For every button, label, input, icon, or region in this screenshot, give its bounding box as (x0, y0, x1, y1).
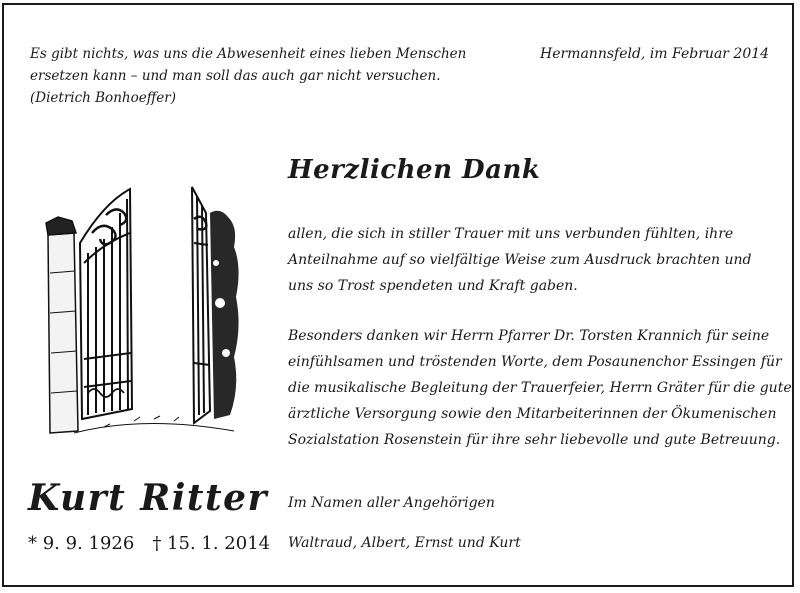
ground (74, 416, 234, 433)
paragraph-line: ärztliche Versorgung sowie den Mitarbeiterinnen der Ökumenischen (288, 406, 777, 422)
obituary-notice (2, 3, 794, 587)
signers-line: Waltraud, Albert, Ernst und Kurt (288, 535, 521, 551)
quote-line: ersetzen kann – und man soll das auch gar nicht versuchen. (30, 68, 441, 84)
paragraph-line: allen, die sich in stiller Trauer mit uns verbunden fühlten, ihre (288, 226, 734, 242)
thank-you-heading: Herzlichen Dank (288, 155, 541, 185)
paragraph-line: Sozialstation Rosenstein für ihre sehr liebevolle und gute Betreuung. (288, 432, 781, 448)
paragraph-line: Besonders danken wir Herrn Pfarrer Dr. Torsten Krannich für seine (288, 328, 770, 344)
open-garden-gate-illustration (44, 183, 240, 445)
special-thanks-paragraph (288, 323, 792, 453)
life-dates (28, 533, 270, 554)
paragraph-line: Anteilnahme auf so vielfältige Weise zum Ausdruck brachten und (288, 252, 752, 268)
quote-line: Es gibt nichts, was uns die Abwesenheit eines lieben Menschen (30, 46, 467, 62)
thanks-paragraph (288, 221, 788, 299)
right-gate-wing (192, 187, 210, 423)
stone-pillar-left (46, 217, 78, 433)
on-behalf-line: Im Namen aller Angehörigen (288, 495, 495, 511)
bonhoeffer-quote (30, 43, 500, 109)
birth-date: * 9. 9. 1926 (28, 533, 135, 554)
quote-attribution: (Dietrich Bonhoeffer) (30, 90, 176, 106)
paragraph-line: uns so Trost spendeten und Kraft gaben. (288, 278, 578, 294)
paragraph-line: die musikalische Begleitung der Trauerfeier, Herrn Gräter für die gute (288, 380, 792, 396)
deceased-name: Kurt Ritter (28, 477, 269, 519)
place-and-date: Hermannsfeld, im Februar 2014 (540, 46, 770, 62)
paragraph-line: einfühlsamen und tröstenden Worte, dem Posaunenchor Essingen für (288, 354, 782, 370)
left-gate-wing (80, 189, 132, 419)
foliage-right (210, 211, 239, 419)
death-date: † 15. 1. 2014 (152, 533, 271, 554)
